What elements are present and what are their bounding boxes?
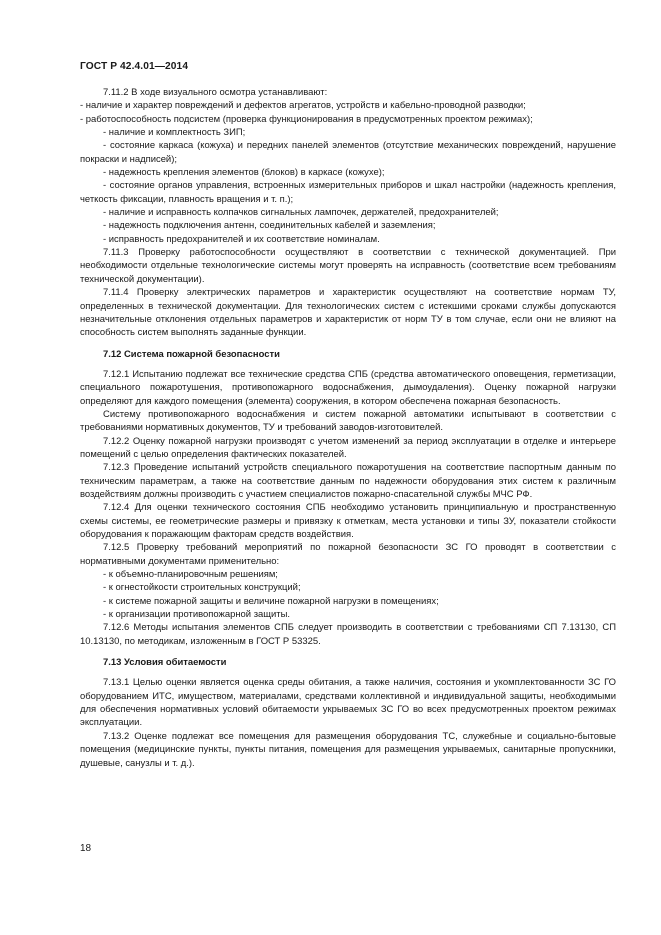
paragraph-7-12-2: 7.12.2 Оценку пожарной нагрузки производят с учетом изменений за период эксплуатации в отделке и интерьере помещений с целью определения фактических показателей. [80, 435, 616, 460]
paragraph-7-13-2: 7.13.2 Оценке подлежат все помещения для размещения оборудования ТС, служебные и социально-бытовые помещения (медицинские пункты, пункты питания, помещения для размещения укрываемых, санитарные пропускники, душевые, санузлы и т. д.). [80, 730, 616, 769]
list-item: - наличие и исправность колпачков сигнальных лампочек, держателей, предохранителей; [103, 207, 499, 219]
paragraph-7-12-6: 7.12.6 Методы испытания элементов СПБ следует производить в соответствии с требованиями СП 7.13130, СП 10.13130, по методикам, изложенным в ГОСТ Р 53325. [80, 622, 616, 647]
list-item: - к огнестойкости строительных конструкций; [103, 582, 301, 594]
list-item: - к объемно-планировочным решениям; [103, 569, 278, 581]
list-item: - надежность крепления элементов (блоков) в каркасе (кожухе); [103, 167, 385, 179]
list-item: - надежность подключения антенн, соединительных кабелей и заземления; [103, 220, 436, 232]
paragraph: Систему противопожарного водоснабжения и систем пожарной автоматики испытывают в соответствии с требованиями нормативных документов, ТУ и требований заводов-изготовителей. [80, 408, 616, 434]
paragraph-7-11-2: 7.11.2 В ходе визуального осмотра устанавливают: [103, 87, 328, 98]
list-item: - к организации противопожарной защиты. [103, 609, 291, 621]
paragraph-7-12-5: 7.12.5 Проверку требований мероприятий по пожарной безопасности ЗС ГО проводят в соответствии с нормативными документами применительно: [80, 542, 616, 567]
paragraph-7-11-3: 7.11.3 Проверку работоспособности осуществляют в соответствии с технической документацией. При необходимости отдельные технологические системы могут проверять на исправность (соответствие всем требованиям технической документации). [80, 247, 616, 285]
paragraph-7-13-1: 7.13.1 Целью оценки является оценка среды обитания, а также наличия, состояния и укомплектованности ЗС ГО оборудованием ИТС, имуществом, материалами, средствами коллективной и индивидуальной защиты, необходимыми для обеспечения нормативных условий обитаемости укрываемых ЗС ГО во всех предусмотренных проектом режимах эксплуатации. [80, 677, 616, 729]
list-item: - состояние органов управления, встроенных измерительных приборов и шкал настройки (надежность крепления, четкость фиксации, плавность вращения и т. п.); [80, 180, 616, 205]
document-body [80, 86, 616, 770]
paragraph-7-12-4: 7.12.4 Для оценки технического состояния СПБ необходимо установить принципиальную и пространственную схемы системы, ее геометрические размеры и привязку к отметкам, места установки и типы ЗУ, показатели стойкости оборудования к поражающим факторам средств воздействия. [80, 502, 616, 540]
paragraph-7-12-3: 7.12.3 Проведение испытаний устройств специального пожаротушения на соответствие паспортным данным по техническим параметрам, а также на соответствие данным по надежности оборудования этих систем к различным воздействиям должны производить с участием специалистов пожарно-спасательной службы МЧС РФ. [80, 462, 616, 500]
paragraph-7-11-4: 7.11.4 Проверку электрических параметров и характеристик осуществляют на соответствие нормам ТУ, определенных в технической документации. Для технологических систем с истекшими сроками службы допускаются незначительные отклонения отдельных параметров и характеристик от норм ТУ в том случае, если они не влияют на способность систем выполнять заданные функции. [80, 287, 616, 339]
section-heading-7-12: 7.12 Система пожарной безопасности [103, 348, 280, 360]
list-item: - наличие и комплектность ЗИП; [103, 127, 246, 139]
list-item: - к системе пожарной защиты и величине пожарной нагрузки в помещениях; [103, 595, 439, 607]
list-item: - наличие и характер повреждений и дефектов агрегатов, устройств и кабельно-проводной разводки; [80, 100, 526, 112]
section-heading-7-13: 7.13 Условия обитаемости [103, 657, 227, 669]
list-item: - работоспособность подсистем (проверка функционирования в предусмотренных проектом режимах); [80, 113, 533, 125]
document-code-header: ГОСТ Р 42.4.01—2014 [80, 61, 189, 72]
page-number: 18 [80, 843, 92, 854]
list-item: - исправность предохранителей и их соответствие номиналам. [103, 233, 380, 245]
list-item: - состояние каркаса (кожуха) и передних панелей элементов (отсутствие механических повреждений, нарушение покраски и надписей); [80, 140, 616, 165]
paragraph-7-12-1: 7.12.1 Испытанию подлежат все технические средства СПБ (средства автоматического оповещения, герметизации, специального пожаротушения, противопожарного водоснабжения, дымоудаления). Оценку пожарной нагрузки определяют для каждого помещения (элемента) сооружения, в котором обеспечена пожарная безопасность. [80, 368, 616, 407]
